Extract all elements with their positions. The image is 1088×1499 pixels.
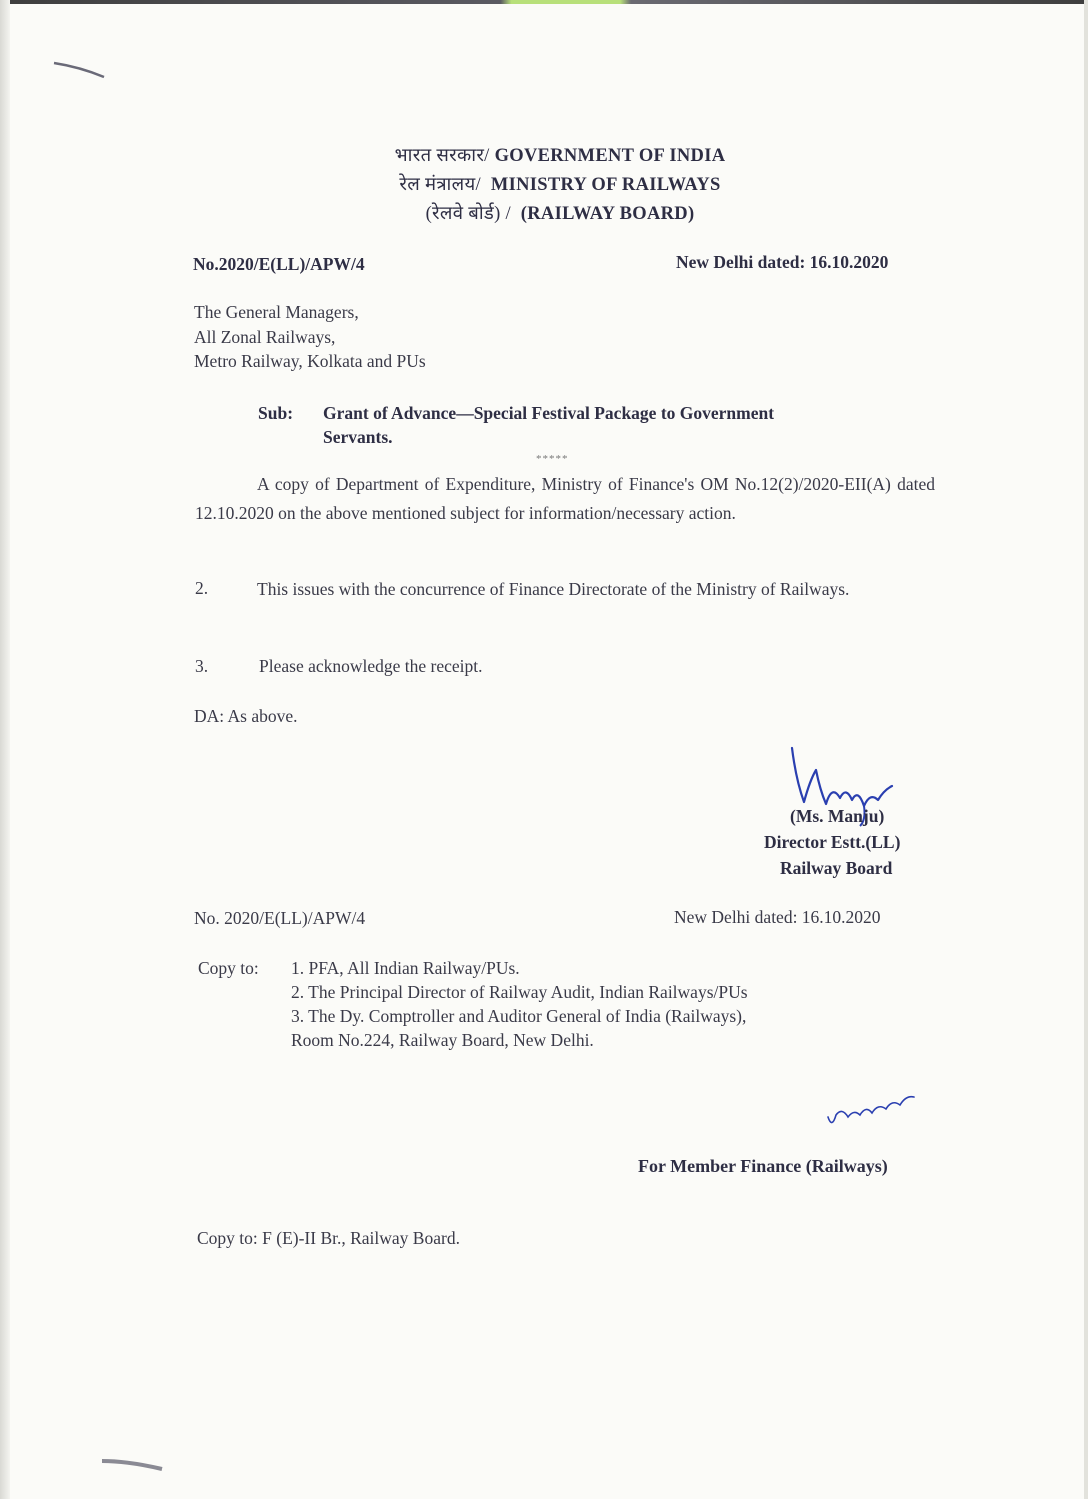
- footer-copy-to: Copy to: F (E)-II Br., Railway Board.: [197, 1228, 460, 1248]
- copy-reference-date: New Delhi dated: 16.10.2020: [674, 907, 881, 927]
- reference-number: No.2020/E(LL)/APW/4: [193, 254, 365, 274]
- subject-line: Grant of Advance—Special Festival Package to Government: [323, 403, 775, 423]
- copy-reference-number: No. 2020/E(LL)/APW/4: [194, 908, 366, 928]
- header-line-ministry: रेल मंत्रालय/ MINISTRY OF RAILWAYS: [399, 175, 721, 195]
- scan-mark-bottom-left: [98, 1455, 168, 1475]
- addressee-line: All Zonal Railways,: [194, 327, 336, 347]
- body-paragraph-2: This issues with the concurrence of Finance Directorate of the Ministry of Railways.: [257, 579, 850, 599]
- scan-top-edge: [0, 0, 1088, 4]
- header-line-government: भारत सरकार/ GOVERNMENT OF INDIA: [394, 146, 726, 166]
- header-line-board: (रेलवे बोर्ड) / (RAILWAY BOARD): [425, 204, 695, 224]
- copy-to-label: Copy to:: [198, 958, 259, 978]
- signatory-designation: Director Estt.(LL): [764, 832, 901, 852]
- signature-finance: [820, 1085, 930, 1135]
- signatory-office: Railway Board: [780, 858, 893, 878]
- body-paragraph-1: A copy of Department of Expenditure, Ministry of Finance's OM No.12(2)/2020-EII(A) dated 12.10.2020 on the above mentioned subject for information/necessary action.: [195, 474, 935, 523]
- scan-mark-top-left: [50, 55, 110, 85]
- finance-signatory-label: For Member Finance (Railways): [638, 1156, 888, 1176]
- scan-left-edge: [0, 0, 10, 1499]
- reference-date: New Delhi dated: 16.10.2020: [676, 252, 889, 272]
- scan-right-edge: [1084, 0, 1088, 1499]
- addressee-line: Metro Railway, Kolkata and PUs: [194, 351, 426, 371]
- copy-list-item: Room No.224, Railway Board, New Delhi.: [291, 1030, 594, 1050]
- addressee-line: The General Managers,: [194, 302, 359, 322]
- signatory-name: (Ms. Manju): [790, 806, 885, 826]
- body-paragraph-3: Please acknowledge the receipt.: [259, 656, 483, 676]
- copy-list-item: 1. PFA, All Indian Railway/PUs.: [291, 958, 520, 978]
- subject-line: Servants.: [323, 427, 393, 447]
- paragraph-number: 3.: [195, 656, 209, 676]
- paragraph-number: 2.: [195, 578, 209, 598]
- subject-label: Sub:: [258, 403, 294, 423]
- copy-list-item: 3. The Dy. Comptroller and Auditor General of India (Railways),: [291, 1006, 747, 1026]
- separator-stars: *****: [536, 453, 569, 465]
- enclosure-note: DA: As above.: [194, 706, 298, 726]
- copy-list-item: 2. The Principal Director of Railway Audit, Indian Railways/PUs: [291, 982, 748, 1002]
